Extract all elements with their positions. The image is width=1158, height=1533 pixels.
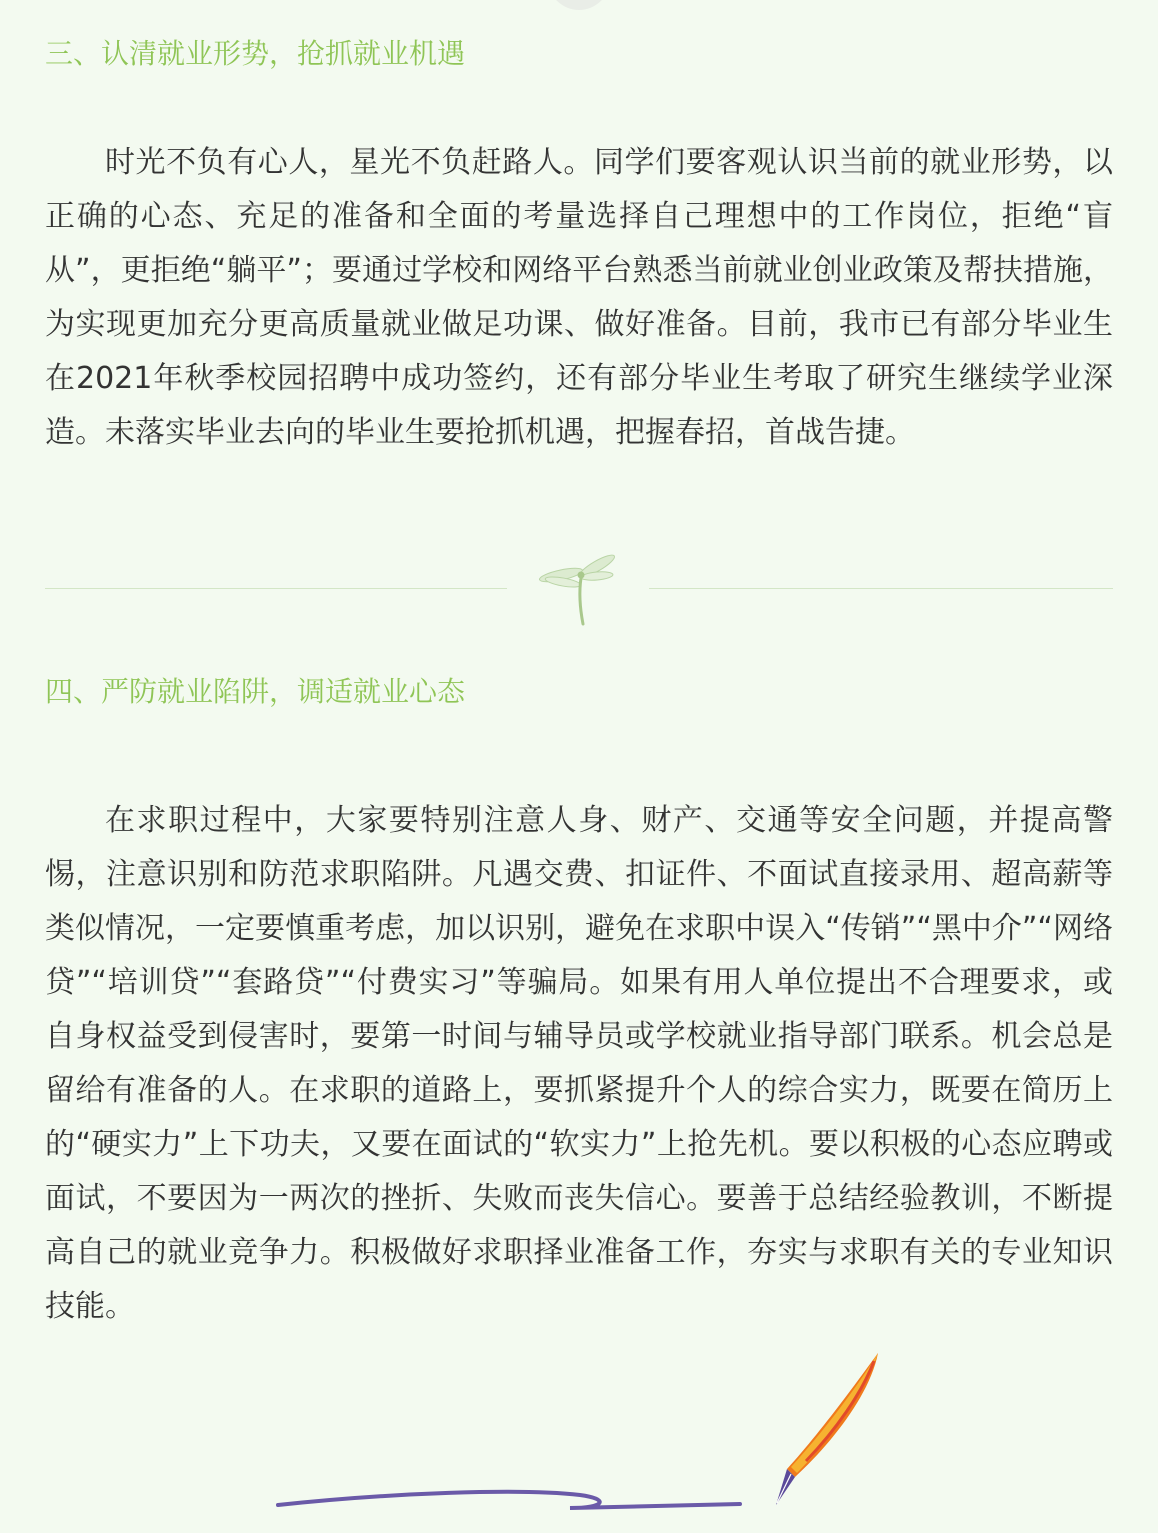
section-paragraph-employment-situation: 时光不负有心人，星光不负赶路人。同学们要客观认识当前的就业形势，以正确的心态、充足的准备和全面的考量选择自己理想中的工作岗位，拒绝“盲从”，更拒绝“躺平”；要通过学校和网络平台熟悉当前就业创业政策及帮扶措施，为实现更加充分更高质量就业做足功课、做好准备。目前，我市已有部分毕业生在2021年秋季校园招聘中成功签约，还有部分毕业生考取了研究生继续学业深造。未落实毕业去向的毕业生要抢抓机遇，把握春招，首战告捷。 bbox=[45, 145, 1113, 450]
section-heading-employment-traps: 四、严防就业陷阱，调适就业心态 bbox=[45, 675, 466, 708]
section-heading-employment-situation: 三、认清就业形势，抢抓就业机遇 bbox=[45, 37, 466, 70]
pen-icon bbox=[270, 1345, 900, 1530]
divider-line-left bbox=[45, 588, 507, 589]
top-decorative-circle bbox=[548, 0, 610, 10]
dragonfly-icon bbox=[531, 548, 627, 628]
section-paragraph-employment-traps: 在求职过程中，大家要特别注意人身、财产、交通等安全问题，并提高警惕，注意识别和防范求职陷阱。凡遇交费、扣证件、不面试直接录用、超高薪等类似情况，一定要慎重考虑，加以识别，避免在求职中误入“传销”“黑中介”“网络贷”“培训贷”“套路贷”“付费实习”等骗局。如果有用人单位提出不合理要求，或自身权益受到侵害时，要第一时间与辅导员或学校就业指导部门联系。机会总是留给有准备的人。在求职的道路上，要抓紧提升个人的综合实力，既要在简历上的“硬实力”上下功夫，又要在面试的“软实力”上抢先机。要以积极的心态应聘或面试，不要因为一两次的挫折、失败而丧失信心。要善于总结经验教训，不断提高自己的就业竞争力。积极做好求职择业准备工作，夯实与求职有关的专业知识技能。 bbox=[45, 803, 1113, 1324]
section-divider bbox=[45, 548, 1113, 628]
divider-line-right bbox=[649, 588, 1113, 589]
